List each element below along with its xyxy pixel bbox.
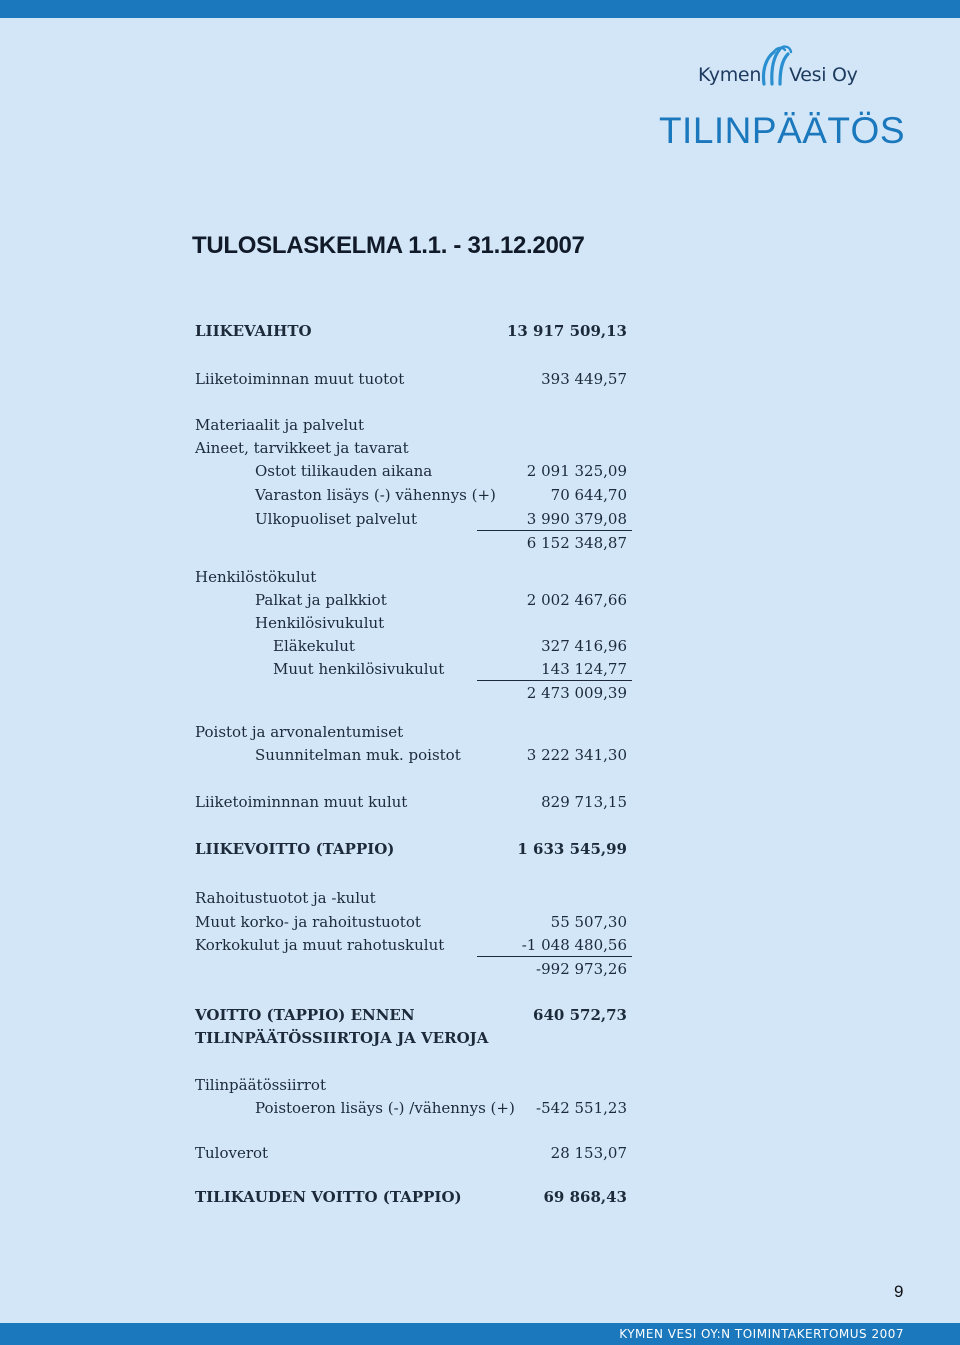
statement-heading: TULOSLASKELMA 1.1. - 31.12.2007 xyxy=(192,232,585,259)
logo-brand-left: Kymen xyxy=(698,64,762,86)
row-materiaalit xyxy=(195,414,632,437)
row-label: Eläkekulut xyxy=(273,637,355,655)
row-value: 2 091 325,09 xyxy=(526,462,627,480)
row-label: VOITTO (TAPPIO) ENNEN xyxy=(195,1006,415,1024)
row-muut-tuotot xyxy=(195,368,632,391)
row-aineet xyxy=(195,437,632,460)
row-label: Suunnitelman muk. poistot xyxy=(255,746,461,764)
row-value: 69 868,43 xyxy=(543,1188,627,1206)
row-label: Ostot tilikauden aikana xyxy=(255,462,433,480)
row-value: -992 973,26 xyxy=(536,960,627,978)
row-muut-henkilosivukulut xyxy=(195,658,632,681)
row-label: TILINPÄÄTÖSSIIRTOJA JA VEROJA xyxy=(195,1029,489,1047)
row-label: TILIKAUDEN VOITTO (TAPPIO) xyxy=(195,1188,462,1206)
row-muut-korko xyxy=(195,911,632,934)
subtotal-rule xyxy=(477,530,632,531)
row-label: Materiaalit ja palvelut xyxy=(195,416,364,434)
row-elakekulut xyxy=(195,635,632,658)
row-value: 829 713,15 xyxy=(541,793,627,811)
logo-brand-right: Vesi Oy xyxy=(789,64,858,86)
row-suunnitelman xyxy=(195,744,632,767)
row-label: Varaston lisäys (-) vähennys (+) xyxy=(255,486,496,504)
row-value: -542 551,23 xyxy=(536,1099,627,1117)
row-label: Tilinpäätössiirrot xyxy=(195,1076,326,1094)
row-value: 13 917 509,13 xyxy=(506,322,627,340)
row-label: Liiketoiminnnan muut kulut xyxy=(195,793,408,811)
row-poistoero xyxy=(195,1097,632,1120)
row-henkilosivukulut xyxy=(195,612,632,635)
row-value: 2 002 467,66 xyxy=(526,591,627,609)
row-muut-kulut xyxy=(195,791,632,814)
row-value: 3 222 341,30 xyxy=(526,746,627,764)
row-rahoitus-total xyxy=(195,958,632,981)
row-label: Liiketoiminnan muut tuotot xyxy=(195,370,405,388)
row-label: Henkilösivukulut xyxy=(255,614,385,632)
row-value: 6 152 348,87 xyxy=(526,534,627,552)
row-ulkopuoliset xyxy=(195,508,632,531)
row-varaston xyxy=(195,484,632,507)
row-korkokulut xyxy=(195,934,632,957)
row-label: Muut henkilösivukulut xyxy=(273,660,445,678)
row-materiaalit-total xyxy=(195,532,632,555)
row-label: Muut korko- ja rahoitustuotot xyxy=(195,913,421,931)
row-value: 2 473 009,39 xyxy=(526,684,627,702)
row-label: Poistot ja arvonalentumiset xyxy=(195,723,404,741)
row-label: LIIKEVAIHTO xyxy=(195,322,312,340)
row-poistot xyxy=(195,721,632,744)
row-label: Aineet, tarvikkeet ja tavarat xyxy=(195,439,409,457)
row-label: LIIKEVOITTO (TAPPIO) xyxy=(195,840,395,858)
bottom-accent-bar xyxy=(0,1323,960,1345)
row-value: 640 572,73 xyxy=(533,1006,627,1024)
row-label: Tuloverot xyxy=(195,1144,269,1162)
row-label: Korkokulut ja muut rahotuskulut xyxy=(195,936,445,954)
row-value: 3 990 379,08 xyxy=(526,510,627,528)
logo-wordmark xyxy=(698,64,858,86)
row-voitto-ennen-cont xyxy=(195,1027,632,1050)
subtotal-rule xyxy=(477,956,632,957)
company-logo xyxy=(698,42,868,90)
row-value: 70 644,70 xyxy=(550,486,627,504)
row-liikevoitto xyxy=(195,838,632,861)
row-voitto-ennen xyxy=(195,1004,632,1027)
row-tuloverot xyxy=(195,1142,632,1165)
row-henkilostokulut-total xyxy=(195,682,632,705)
row-value: 393 449,57 xyxy=(541,370,627,388)
row-label: Ulkopuoliset palvelut xyxy=(255,510,417,528)
row-label: Poistoeron lisäys (-) /vähennys (+) xyxy=(255,1099,515,1117)
row-value: 28 153,07 xyxy=(550,1144,627,1162)
top-accent-bar xyxy=(0,0,960,18)
row-label: Rahoitustuotot ja -kulut xyxy=(195,889,376,907)
row-palkat xyxy=(195,589,632,612)
footer-text: KYMEN VESI OY:N TOIMINTAKERTOMUS 2007 xyxy=(619,1327,904,1341)
row-value: 143 124,77 xyxy=(541,660,627,678)
row-liikevaihto xyxy=(195,320,632,343)
row-value: 1 633 545,99 xyxy=(517,840,627,858)
row-value: -1 048 480,56 xyxy=(521,936,627,954)
page-number: 9 xyxy=(894,1282,904,1301)
document-title: TILINPÄÄTÖS xyxy=(658,110,905,151)
row-henkilostokulut xyxy=(195,566,632,589)
row-label: Palkat ja palkkiot xyxy=(255,591,387,609)
row-value: 55 507,30 xyxy=(550,913,627,931)
subtotal-rule xyxy=(477,680,632,681)
row-rahoitus xyxy=(195,887,632,910)
row-label: Henkilöstökulut xyxy=(195,568,317,586)
row-tilikauden-voitto xyxy=(195,1186,632,1209)
row-value: 327 416,96 xyxy=(541,637,627,655)
row-ostot xyxy=(195,460,632,483)
row-tilinpaatossiirrot xyxy=(195,1074,632,1097)
